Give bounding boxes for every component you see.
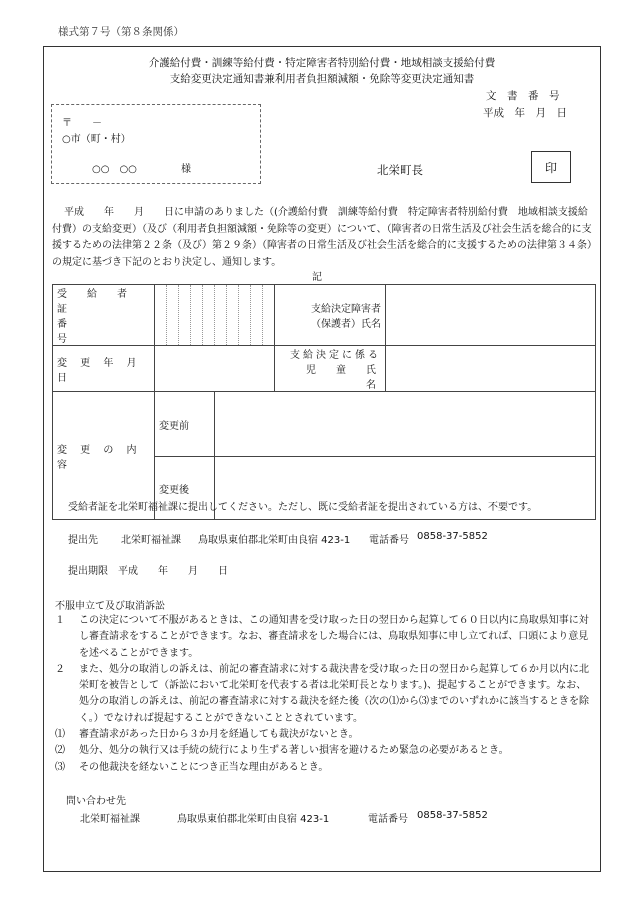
issuer: 北栄町長	[377, 163, 423, 177]
submission-phone: 0858-37-5852	[417, 531, 488, 542]
ki-heading: 記	[312, 272, 322, 283]
before-value[interactable]	[215, 392, 596, 457]
table-row	[53, 346, 596, 392]
recipient-cert-label: 受 給 者 証 番 号	[53, 285, 155, 346]
honorific: 様	[181, 164, 191, 175]
cert-digit-cell[interactable]	[239, 285, 251, 346]
contact-address: 鳥取県東伯郡北栄町由良宿 423-1	[177, 814, 330, 825]
appeal-item: １ この決定について不服があるときは、この通知書を受け取った日の翌日から起算して６０日以内に鳥取県知事に対し審査請求をすることができます。なお、審査請求をした場合には、鳥取県知事に申し立てれば、口頭により意見を述べることができます。	[55, 615, 589, 659]
contact-dept: 北栄町福祉課	[80, 814, 140, 825]
guardian-name-label: 支給決定障害者 （保護者）氏名	[275, 285, 386, 346]
cert-digit-cell[interactable]	[251, 285, 263, 346]
appeal-item: ⑴ 審査請求があった日から３か月を経過しても裁決がないとき。	[55, 729, 359, 741]
address-box	[51, 104, 261, 184]
title-line-1: 介護給付費・訓練等給付費・特定障害者特別給付費・地域相談支援給付費	[148, 57, 496, 69]
document-number-label: 文 書 番 号	[486, 90, 560, 102]
cert-digit-cell[interactable]	[167, 285, 179, 346]
appeal-item: ⑶ その他裁決を経ないことにつき正当な理由があるとき。	[55, 761, 329, 773]
guardian-name-value[interactable]	[386, 285, 596, 346]
intro-paragraph: 平成 年 月 日に申請のありました（(介護給付費 訓練等給付費 特定障害者特別給付費 地域相談支援給付費）の支給変更）（及び（利用者負担額減額・免除等の変更）について、（障害者の日常生活及び社会生活を総合的に支援するための法律第２２条（及び）第２９条）（障害者の日常生活及び社会生活を総合的に支援するための法律第３４条）の規定に基づき下記のとおり決定し、通知します。	[52, 207, 592, 268]
appeal-heading: 不服申立て及び取消訴訟	[55, 601, 165, 612]
recipient-city: ○市（町・村）	[62, 134, 131, 145]
table-row	[53, 285, 596, 346]
cert-digit-cell[interactable]	[227, 285, 239, 346]
change-content-label: 変 更 の 内 容	[53, 392, 155, 520]
after-label: 変更後	[155, 457, 215, 520]
appeal-item: ２ また、処分の取消しの訴えは、前記の審査請求に対する裁決書を受け取った日の翌日から起算して６か月以内に北栄町を被告として（訴訟において北栄町を代表する者は北栄町長となります。)、提起することができます。なお、処分の取消しの訴えは、前記の審査請求に対する裁決を経た後（次の⑴から⑶までのいずれかに該当するときを除く。）でなければ提起することができないこととされています。	[55, 663, 589, 724]
submit-cert-notice: 受給者証を北栄町福祉課に提出してください。ただし、既に受給者証を提出されている方は、不要です。	[68, 502, 538, 513]
before-label: 変更前	[155, 392, 215, 457]
cert-digit-cell[interactable]	[155, 285, 167, 346]
postal-code: 〒 －	[62, 118, 102, 129]
submission-label: 提出先	[68, 535, 98, 546]
form-number: 様式第７号（第８条関係）	[58, 26, 184, 38]
title-line-2: 支給変更決定通知書兼利用者負担額減額・免除等変更決定通知書	[169, 73, 475, 85]
detail-table	[52, 284, 596, 520]
contact-phone: 0858-37-5852	[417, 810, 488, 821]
recipient-name: ○○ ○○	[92, 164, 137, 175]
submission-dept: 北栄町福祉課	[121, 535, 181, 546]
cert-digit-cell[interactable]	[263, 285, 275, 346]
cert-digit-cell[interactable]	[191, 285, 203, 346]
deadline: 提出期限 平成 年 月 日	[68, 566, 228, 577]
cert-digit-cell[interactable]	[203, 285, 215, 346]
child-name-label: 支給決定に係る 児 童 氏 名	[275, 346, 386, 392]
change-date-label: 変 更 年 月 日	[53, 346, 155, 392]
child-name-value[interactable]	[386, 346, 596, 392]
contact-heading: 問い合わせ先	[66, 796, 126, 807]
appeal-item: ⑵ 処分、処分の執行又は手続の続行により生ずる著しい損害を避けるため緊急の必要があるとき。	[55, 745, 509, 757]
issue-date: 平成 年 月 日	[483, 107, 567, 119]
submission-address: 鳥取県東伯郡北栄町由良宿 423-1	[198, 535, 351, 546]
change-date-value[interactable]	[155, 346, 275, 392]
cert-digit-cell[interactable]	[215, 285, 227, 346]
seal-box: 印	[531, 151, 571, 183]
cert-digit-cell[interactable]	[179, 285, 191, 346]
table-row	[53, 392, 596, 457]
contact-phone-label: 電話番号	[368, 814, 408, 825]
submission-phone-label: 電話番号	[369, 535, 409, 546]
appeal-list	[55, 613, 595, 776]
